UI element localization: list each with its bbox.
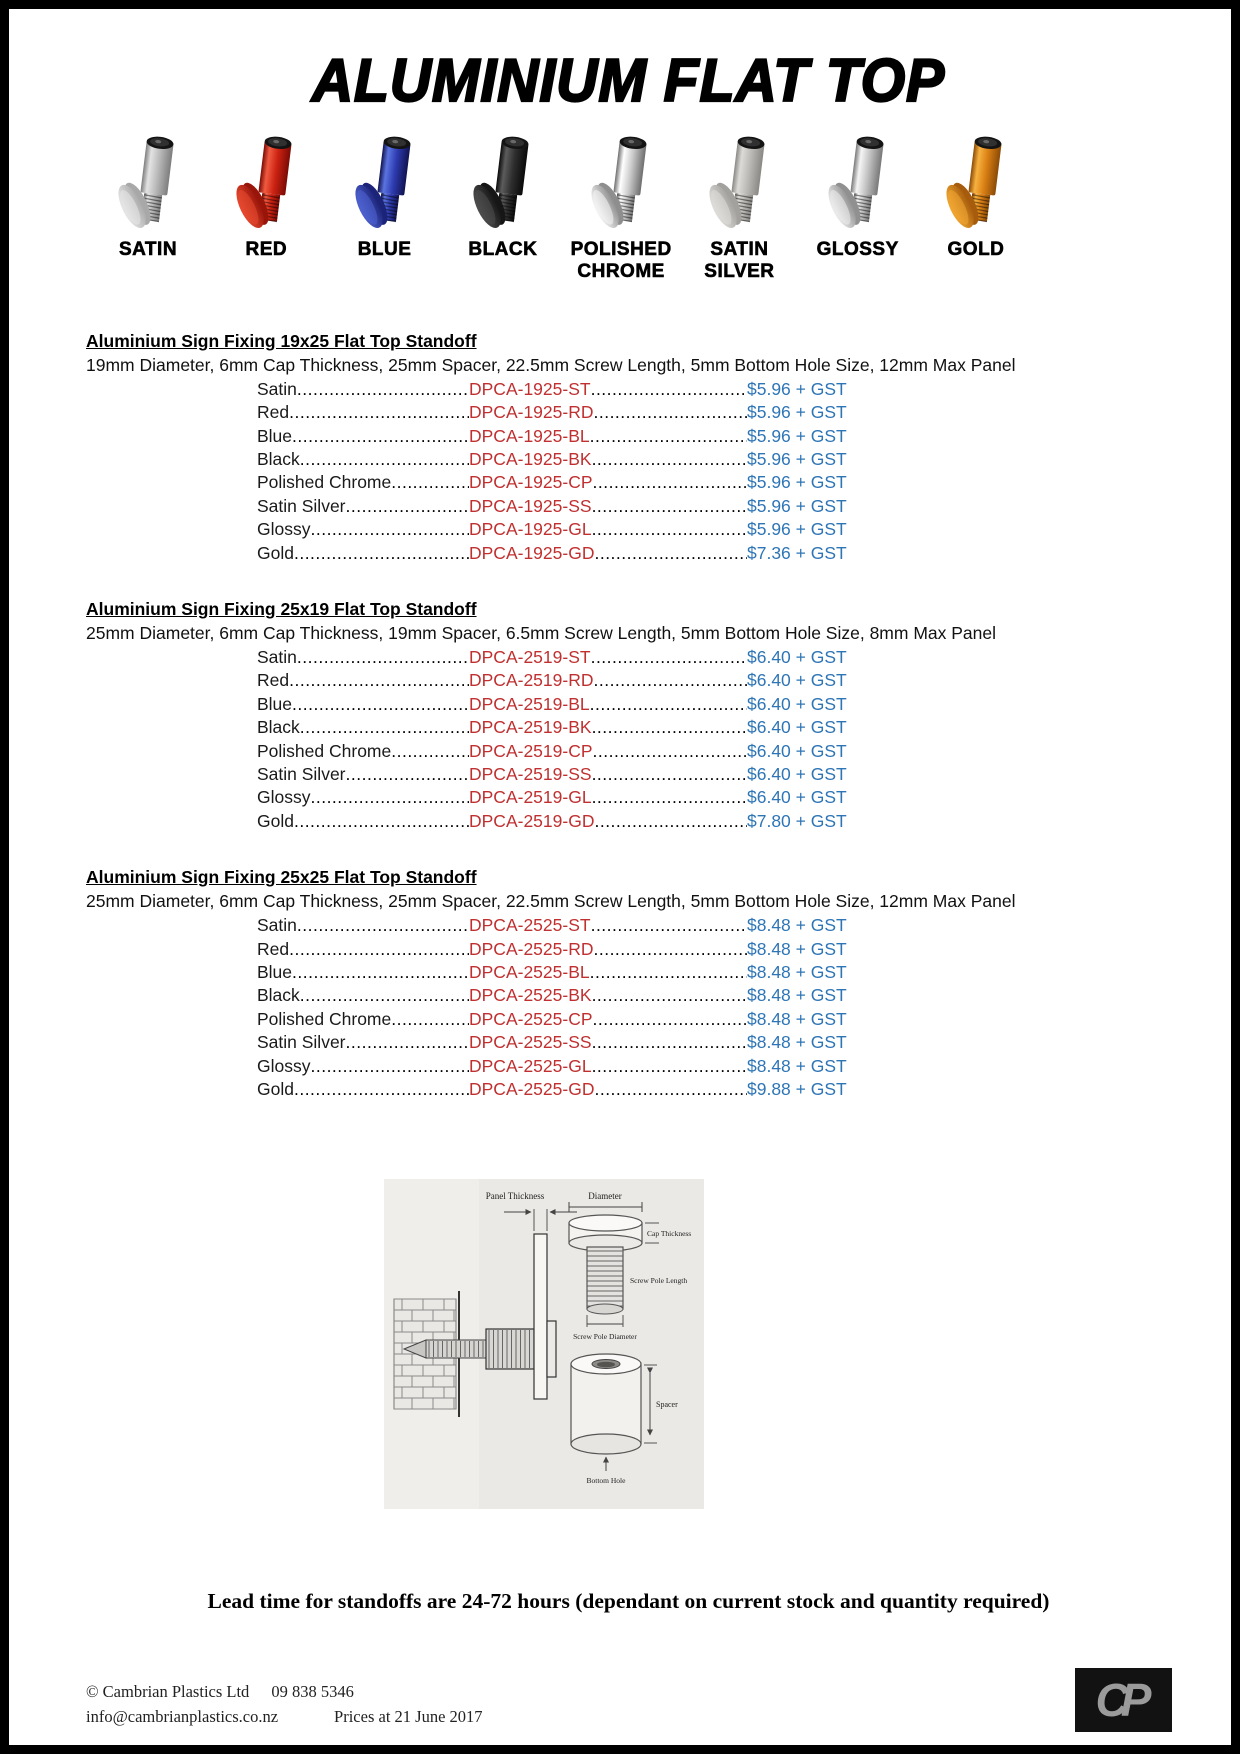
price-row	[257, 740, 849, 763]
section-heading: Aluminium Sign Fixing 25x19 Flat Top Standoff	[86, 598, 477, 619]
price-row	[257, 495, 849, 518]
product-code: DPCA-2519-ST	[469, 646, 591, 667]
product-red	[210, 130, 322, 283]
dot-leader	[592, 518, 747, 541]
price-row	[257, 669, 849, 692]
dot-leader	[346, 763, 469, 786]
section-heading: Aluminium Sign Fixing 19x25 Flat Top Standoff	[86, 330, 477, 351]
footer-info	[86, 1679, 483, 1729]
product-code: DPCA-1925-ST	[469, 378, 591, 399]
price-row	[257, 961, 849, 984]
product-label: BLACK	[468, 239, 538, 260]
product-code: DPCA-2525-GD	[469, 1079, 595, 1100]
finish-name: Polished Chrome	[257, 1008, 392, 1029]
price-row	[257, 810, 849, 833]
price: $5.96 + GST	[747, 378, 847, 399]
price: $5.96 + GST	[747, 448, 847, 469]
dot-leader	[593, 740, 747, 763]
product-label: GLOSSY	[816, 239, 899, 260]
finish-name: Satin Silver	[257, 495, 346, 516]
technical-diagram	[384, 1179, 704, 1509]
section-heading: Aluminium Sign Fixing 25x25 Flat Top Standoff	[86, 867, 477, 888]
dot-leader	[391, 471, 469, 494]
price-row	[257, 401, 849, 424]
price: $8.48 + GST	[747, 915, 847, 936]
product-code: DPCA-2519-GD	[469, 810, 595, 831]
cp-logo-text: CP	[1095, 1674, 1144, 1726]
dot-leader	[592, 984, 747, 1007]
product-code: DPCA-2525-CP	[469, 1008, 593, 1029]
dot-leader	[592, 1055, 747, 1078]
product-code: DPCA-2525-RD	[469, 938, 594, 959]
dot-leader	[593, 1008, 747, 1031]
product-code: DPCA-2519-BK	[469, 717, 592, 738]
cp-logo	[1075, 1668, 1172, 1732]
product-gallery	[92, 130, 1032, 283]
product-section	[86, 865, 1171, 1101]
price-row	[257, 425, 849, 448]
sign-panel	[534, 1234, 547, 1399]
price-row	[257, 518, 849, 541]
copyright-text: © Cambrian Plastics Ltd	[86, 1682, 250, 1701]
product-code: DPCA-2519-GL	[469, 787, 592, 808]
section-specs: 19mm Diameter, 6mm Cap Thickness, 25mm Spacer, 22.5mm Screw Length, 5mm Bottom Hole Size, 12mm Max Panel	[86, 354, 1016, 375]
price-row	[257, 448, 849, 471]
dot-leader	[294, 810, 469, 833]
standoff-image	[700, 130, 778, 234]
price-row	[257, 1031, 849, 1054]
cap-top	[569, 1215, 642, 1231]
standoff-image	[937, 130, 1015, 234]
dot-leader	[289, 669, 469, 692]
price: $5.96 + GST	[747, 519, 847, 540]
dot-leader	[592, 495, 747, 518]
phone-number: 09 838 5346	[271, 1682, 354, 1701]
price-row	[257, 786, 849, 809]
price: $8.48 + GST	[747, 1008, 847, 1029]
dot-leader	[592, 716, 747, 739]
dot-leader	[292, 693, 469, 716]
product-code: DPCA-1925-GD	[469, 542, 595, 563]
finish-name: Polished Chrome	[257, 740, 392, 761]
dot-leader	[292, 961, 469, 984]
product-code: DPCA-1925-BL	[469, 425, 590, 446]
standoff-image	[227, 130, 305, 234]
finish-name: Black	[257, 448, 300, 469]
label-diameter: Diameter	[588, 1191, 622, 1202]
price-row	[257, 693, 849, 716]
spacer-body	[571, 1364, 641, 1444]
dot-leader	[591, 378, 747, 401]
dot-leader	[300, 448, 469, 471]
product-section	[86, 597, 1171, 833]
finish-name: Black	[257, 717, 300, 738]
product-label: BLUE	[357, 239, 412, 260]
standoff-image	[464, 130, 542, 234]
label-panel-thickness: Panel Thickness	[485, 1191, 545, 1202]
finish-name: Black	[257, 985, 300, 1006]
price: $6.40 + GST	[747, 763, 847, 784]
dot-leader	[592, 1031, 747, 1054]
product-label: POLISHED CHROME	[570, 239, 672, 282]
dot-leader	[593, 401, 747, 424]
dot-leader	[294, 1078, 469, 1101]
label-cap-thickness: Cap Thickness	[647, 1229, 692, 1239]
product-code: DPCA-1925-GL	[469, 519, 592, 540]
price-row	[257, 763, 849, 786]
price-row	[257, 378, 849, 401]
product-code: DPCA-2519-BL	[469, 693, 590, 714]
dot-leader	[592, 448, 747, 471]
price-row	[257, 1008, 849, 1031]
standoff-dimension-diagram	[384, 1179, 704, 1509]
price: $6.40 + GST	[747, 693, 847, 714]
dot-leader	[300, 716, 469, 739]
product-code: DPCA-1925-CP	[469, 472, 593, 493]
finish-name: Satin	[257, 646, 297, 667]
product-label: SATIN	[118, 239, 178, 260]
dot-leader	[590, 961, 747, 984]
price: $5.96 + GST	[747, 472, 847, 493]
standoff-image	[109, 130, 187, 234]
price-row	[257, 471, 849, 494]
product-code: DPCA-2525-BK	[469, 985, 592, 1006]
product-label: RED	[245, 239, 288, 260]
price-row	[257, 542, 849, 565]
price: $9.88 + GST	[747, 1079, 847, 1100]
footer-line-2	[86, 1704, 483, 1729]
finish-name: Red	[257, 402, 290, 423]
dot-leader	[346, 1031, 469, 1054]
flat-cap-edge	[547, 1321, 556, 1377]
price: $6.40 + GST	[747, 646, 847, 667]
finish-name: Satin	[257, 378, 297, 399]
price-row	[257, 1055, 849, 1078]
price: $6.40 + GST	[747, 717, 847, 738]
price: $5.96 + GST	[747, 402, 847, 423]
finish-name: Blue	[257, 425, 293, 446]
product-black	[447, 130, 559, 283]
product-code: DPCA-2525-GL	[469, 1055, 592, 1076]
price: $8.48 + GST	[747, 1032, 847, 1053]
section-specs: 25mm Diameter, 6mm Cap Thickness, 25mm Spacer, 22.5mm Screw Length, 5mm Bottom Hole Size, 12mm Max Panel	[86, 891, 1016, 912]
price-row	[257, 716, 849, 739]
dot-leader	[391, 1008, 469, 1031]
finish-name: Glossy	[257, 519, 311, 540]
product-code: DPCA-1925-BK	[469, 448, 592, 469]
dot-leader	[593, 938, 747, 961]
finish-name: Red	[257, 938, 290, 959]
dot-leader	[310, 518, 469, 541]
dot-leader	[591, 646, 747, 669]
price: $5.96 + GST	[747, 425, 847, 446]
product-code: DPCA-2519-RD	[469, 670, 594, 691]
product-glossy	[802, 130, 914, 283]
dot-leader	[590, 425, 747, 448]
section-specs: 25mm Diameter, 6mm Cap Thickness, 19mm Spacer, 6.5mm Screw Length, 5mm Bottom Hole Size, 8mm Max Panel	[86, 622, 996, 643]
price-sections	[86, 329, 1171, 1102]
dot-leader	[310, 786, 469, 809]
dot-leader	[294, 542, 469, 565]
finish-name: Gold	[257, 1079, 294, 1100]
dot-leader	[297, 914, 469, 937]
standoff-image	[582, 130, 660, 234]
page-title: ALUMINIUM FLAT TOP	[311, 47, 946, 115]
dot-leader	[592, 786, 747, 809]
dot-leader	[594, 542, 747, 565]
price-row	[257, 938, 849, 961]
price-row	[257, 646, 849, 669]
product-label: GOLD	[947, 239, 1005, 260]
product-blue	[329, 130, 441, 283]
dot-leader	[289, 938, 469, 961]
price: $7.80 + GST	[747, 810, 847, 831]
label-screw-pole-length: Screw Pole Length	[630, 1276, 688, 1286]
dot-leader	[292, 425, 469, 448]
finish-name: Red	[257, 670, 290, 691]
label-screw-pole-diameter: Screw Pole Diameter	[573, 1332, 637, 1342]
finish-name: Polished Chrome	[257, 472, 392, 493]
prices-date: Prices at 21 June 2017	[334, 1707, 483, 1726]
dot-leader	[594, 810, 747, 833]
product-gold	[920, 130, 1032, 283]
dot-leader	[590, 693, 747, 716]
dot-leader	[593, 669, 747, 692]
dot-leader	[346, 495, 469, 518]
price: $6.40 + GST	[747, 740, 847, 761]
finish-name: Blue	[257, 693, 293, 714]
price: $6.40 + GST	[747, 787, 847, 808]
dot-leader	[391, 740, 469, 763]
price: $5.96 + GST	[747, 495, 847, 516]
dot-leader	[594, 1078, 747, 1101]
product-code: DPCA-2519-CP	[469, 740, 593, 761]
finish-name: Glossy	[257, 1055, 311, 1076]
product-section	[86, 329, 1171, 565]
finish-name: Satin Silver	[257, 763, 346, 784]
product-satin	[92, 130, 204, 283]
dot-leader	[297, 378, 469, 401]
price-row	[257, 984, 849, 1007]
price-row	[257, 914, 849, 937]
dot-leader	[300, 984, 469, 1007]
dot-leader	[310, 1055, 469, 1078]
lead-time-note: Lead time for standoffs are 24-72 hours (dependant on current stock and quantity required)	[207, 1589, 1050, 1614]
product-code: DPCA-2525-ST	[469, 915, 591, 936]
standoff-image	[819, 130, 897, 234]
price: $8.48 + GST	[747, 1055, 847, 1076]
product-label: SATIN SILVER	[704, 239, 775, 282]
label-bottom-hole: Bottom Hole	[586, 1476, 626, 1486]
product-code: DPCA-2525-BL	[469, 962, 590, 982]
finish-name: Glossy	[257, 787, 311, 808]
standoff-image	[346, 130, 424, 234]
label-spacer: Spacer	[656, 1400, 678, 1410]
dot-leader	[289, 401, 469, 424]
dot-leader	[297, 646, 469, 669]
email-address: info@cambrianplastics.co.nz	[86, 1707, 279, 1726]
finish-name: Satin Silver	[257, 1032, 346, 1053]
product-code: DPCA-1925-RD	[469, 402, 594, 423]
price: $7.36 + GST	[747, 542, 847, 563]
footer-line-1	[86, 1679, 483, 1704]
finish-name: Gold	[257, 542, 294, 563]
price-row	[257, 1078, 849, 1101]
dot-leader	[592, 763, 747, 786]
product-code: DPCA-2519-SS	[469, 763, 592, 784]
price: $6.40 + GST	[747, 670, 847, 691]
price: $8.48 + GST	[747, 962, 847, 982]
price: $8.48 + GST	[747, 938, 847, 959]
dot-leader	[593, 471, 747, 494]
finish-name: Gold	[257, 810, 294, 831]
product-satin-silver	[683, 130, 795, 283]
product-code: DPCA-1925-SS	[469, 495, 592, 516]
product-code: DPCA-2525-SS	[469, 1032, 592, 1053]
dot-leader	[591, 914, 747, 937]
price: $8.48 + GST	[747, 985, 847, 1006]
finish-name: Blue	[257, 962, 293, 982]
product-polished-chrome	[565, 130, 677, 283]
finish-name: Satin	[257, 915, 297, 936]
